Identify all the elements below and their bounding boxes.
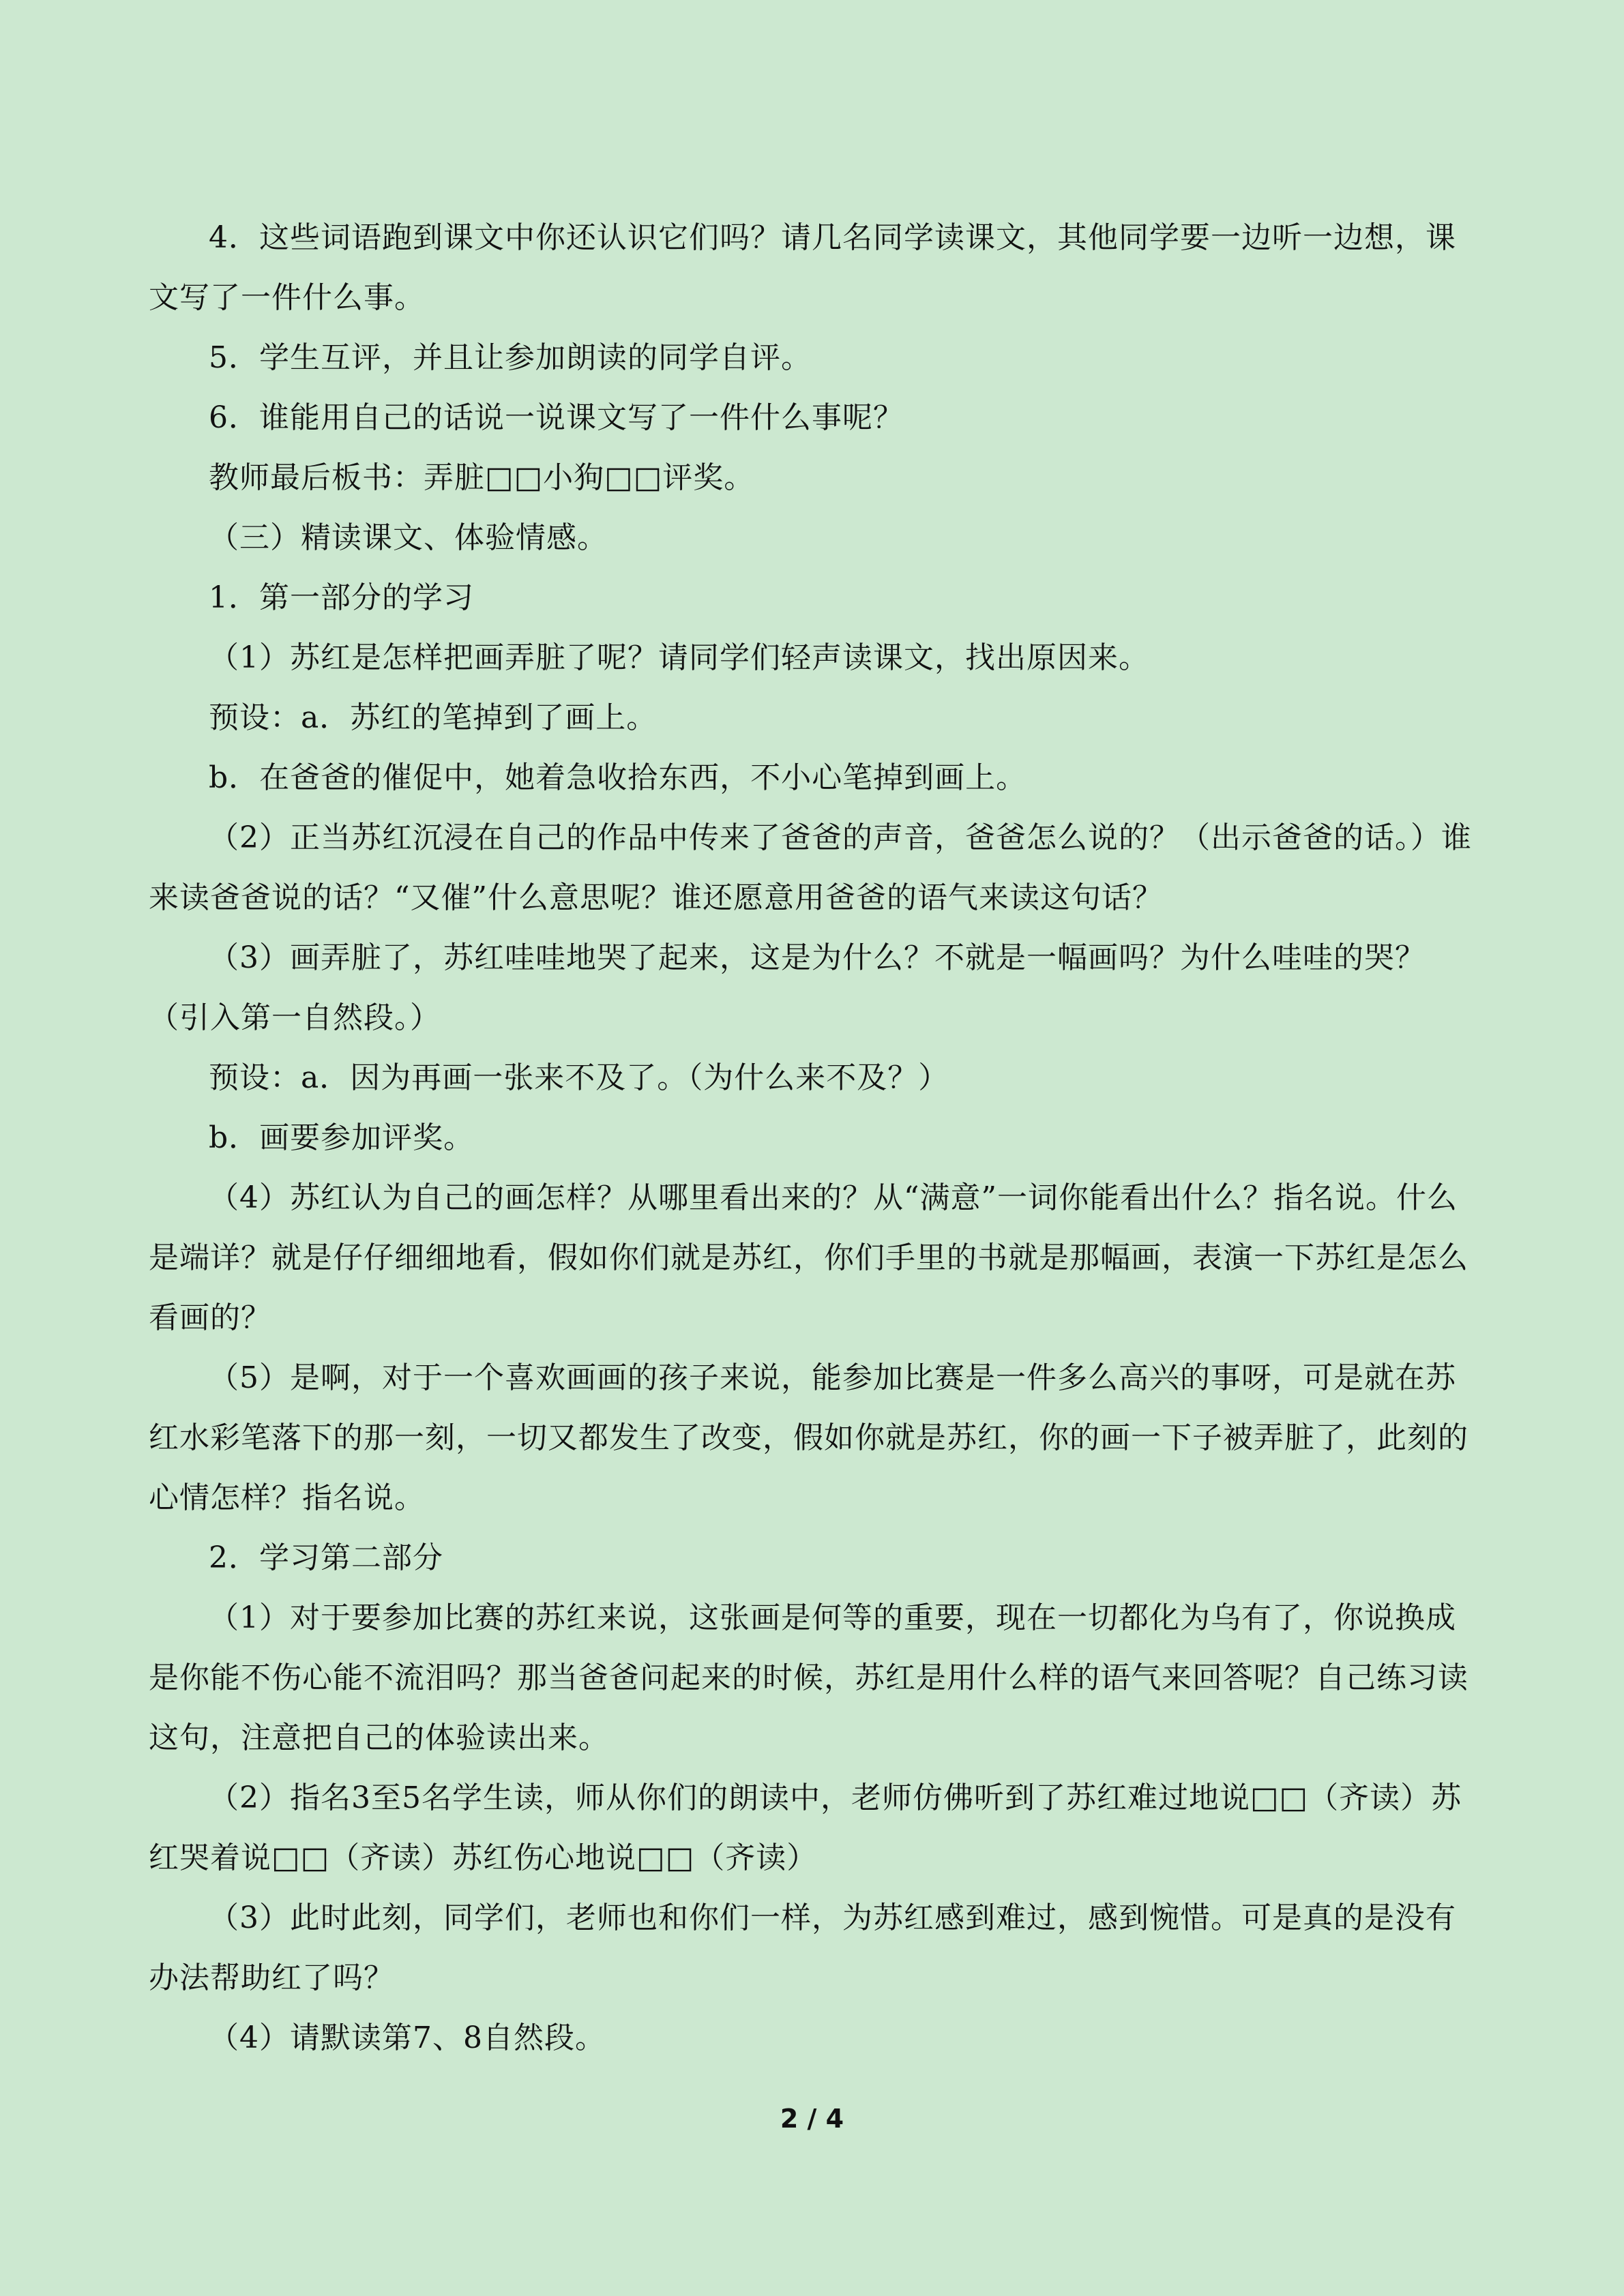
paragraph: b．画要参加评奖。 [209, 1120, 475, 1155]
section-heading: （三）精读课文、体验情感。 [209, 520, 608, 555]
paragraph: （4）请默读第7、8自然段。 [209, 2021, 606, 2055]
paragraph: 4．这些词语跑到课文中你还认识它们吗？请几名同学读课文，其他同学要一边听一边想，课文写了一件什么事。 [149, 220, 1456, 315]
paragraph: （1）苏红是怎样把画弄脏了呢？请同学们轻声读课文，找出原因来。 [209, 640, 1149, 675]
document-body [149, 208, 1475, 2068]
subsection-heading: 2．学习第二部分 [209, 1540, 443, 1575]
paragraph: （2）指名3至5名学生读，师从你们的朗读中，老师仿佛听到了苏红难过地说□□（齐读）苏红哭着说□□（齐读）苏红伤心地说□□（齐读） [149, 1780, 1462, 1875]
paragraph: （4）苏红认为自己的画怎样？从哪里看出来的？从“满意”一词你能看出什么？指名说。什么是端详？就是仔仔细细地看，假如你们就是苏红，你们手里的书就是那幅画，表演一下苏红是怎么看画的？ [149, 1180, 1468, 1335]
subsection-heading: 1．第一部分的学习 [209, 580, 474, 615]
paragraph: 教师最后板书：弄脏□□小狗□□评奖。 [209, 460, 755, 495]
paragraph: （3）此时此刻，同学们，老师也和你们一样，为苏红感到难过，感到惋惜。可是真的是没有办法帮助红了吗？ [149, 1900, 1456, 1995]
paragraph: （1）对于要参加比赛的苏红来说，这张画是何等的重要，现在一切都化为乌有了，你说换成是你能不伤心能不流泪吗？那当爸爸问起来的时候，苏红是用什么样的语气来回答呢？自己练习读这句，注意把自己的体验读出来。 [149, 1600, 1468, 1755]
paragraph: （5）是啊，对于一个喜欢画画的孩子来说，能参加比赛是一件多么高兴的事呀，可是就在苏红水彩笔落下的那一刻，一切又都发生了改变，假如你就是苏红，你的画一下子被弄脏了，此刻的心情怎样？指名说。 [149, 1360, 1468, 1515]
page-number: 2 / 4 [780, 2104, 844, 2134]
paragraph: 预设：a．苏红的笔掉到了画上。 [209, 700, 658, 735]
paragraph: 5．学生互评，并且让参加朗读的同学自评。 [209, 340, 812, 375]
paragraph: （2）正当苏红沉浸在自己的作品中传来了爸爸的声音，爸爸怎么说的？（出示爸爸的话。）谁来读爸爸说的话？“又催”什么意思呢？谁还愿意用爸爸的语气来读这句话？ [149, 820, 1472, 915]
paragraph: 6．谁能用自己的话说一说课文写了一件什么事呢？ [209, 400, 904, 435]
paragraph: （3）画弄脏了，苏红哇哇地哭了起来，这是为什么？不就是一幅画吗？为什么哇哇的哭？（引入第一自然段。） [149, 940, 1426, 1035]
paragraph: 预设：a．因为再画一张来不及了。（为什么来不及？） [209, 1060, 949, 1095]
paragraph: b．在爸爸的催促中，她着急收拾东西，不小心笔掉到画上。 [209, 760, 1027, 795]
